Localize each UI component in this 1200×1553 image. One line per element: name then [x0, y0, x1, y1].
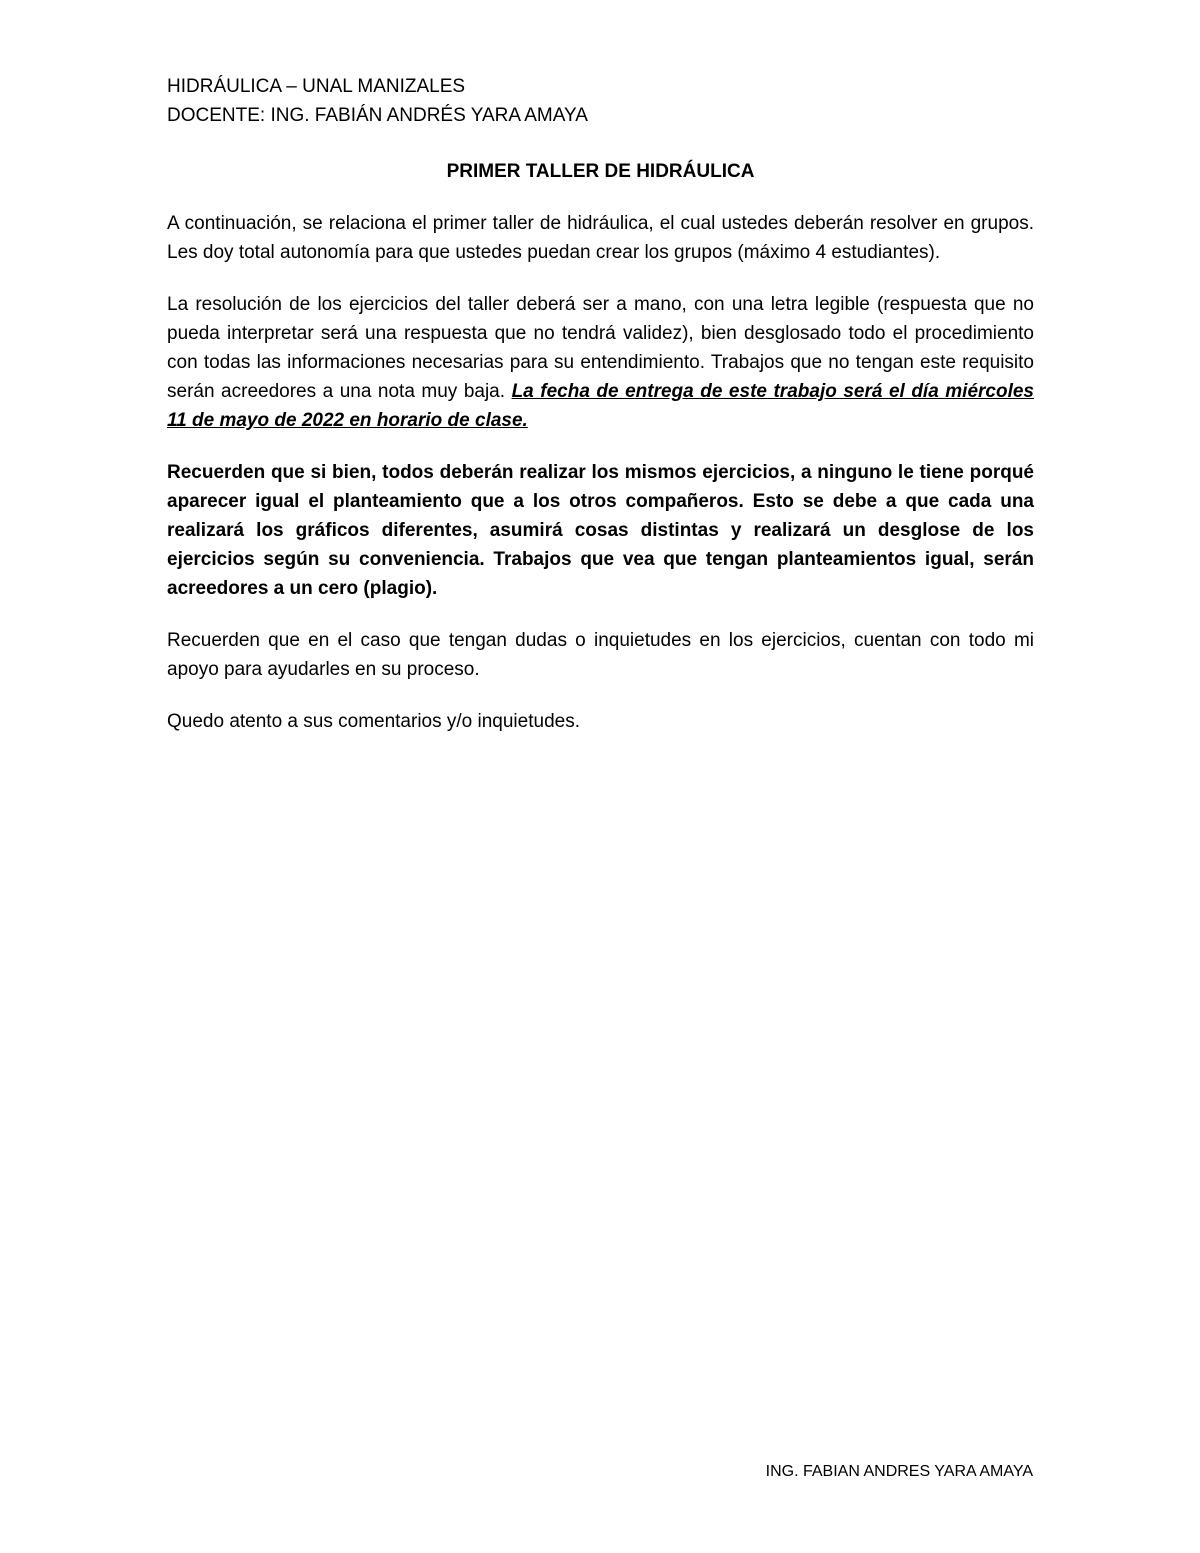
deadline-text: La fecha de entrega de este trabajo será el día miércoles 11 de mayo de 2022 en horario de clase.	[167, 381, 1035, 431]
paragraph-support: Recuerden que en el caso que tengan dudas o inquietudes en los ejercicios, cuentan con todo mi apoyo para ayudarles en su proceso.	[167, 630, 1034, 680]
page-footer: ING. FABIAN ANDRES YARA AMAYA	[765, 1463, 1033, 1480]
document-body	[167, 72, 1034, 736]
header-teacher: DOCENTE: ING. FABIÁN ANDRÉS YARA AMAYA	[167, 105, 588, 126]
header-course: HIDRÁULICA – UNAL MANIZALES	[167, 76, 466, 97]
paragraph-warning: Recuerden que si bien, todos deberán realizar los mismos ejercicios, a ninguno le tiene porqué aparecer igual el planteamiento que a los otros compañeros. Esto se debe a que cada una realizará los gráficos diferentes, asumirá cosas distintas y realizará un desglose de los ejercicios según su conveniencia. Trabajos que vea que tengan planteamientos igual, serán acreedores a un cero (plagio).	[167, 462, 1034, 599]
document-title: PRIMER TALLER DE HIDRÁULICA	[446, 161, 755, 182]
paragraph-resolution	[167, 290, 1034, 435]
paragraph-intro: A continuación, se relaciona el primer taller de hidráulica, el cual ustedes deberán resolver en grupos. Les doy total autonomía para que ustedes puedan crear los grupos (máximo 4 estudiantes).	[167, 213, 1034, 263]
resolution-text: La resolución de los ejercicios del taller deberá ser a mano, con una letra legible (respuesta que no pueda interpretar será una respuesta que no tendrá validez), bien desglosado todo el procedimiento con todas las informaciones necesarias para su entendimiento. Trabajos que no tengan este requisito serán acreedores a una nota muy baja.	[167, 294, 1034, 402]
paragraph-closing: Quedo atento a sus comentarios y/o inquietudes.	[167, 711, 580, 732]
